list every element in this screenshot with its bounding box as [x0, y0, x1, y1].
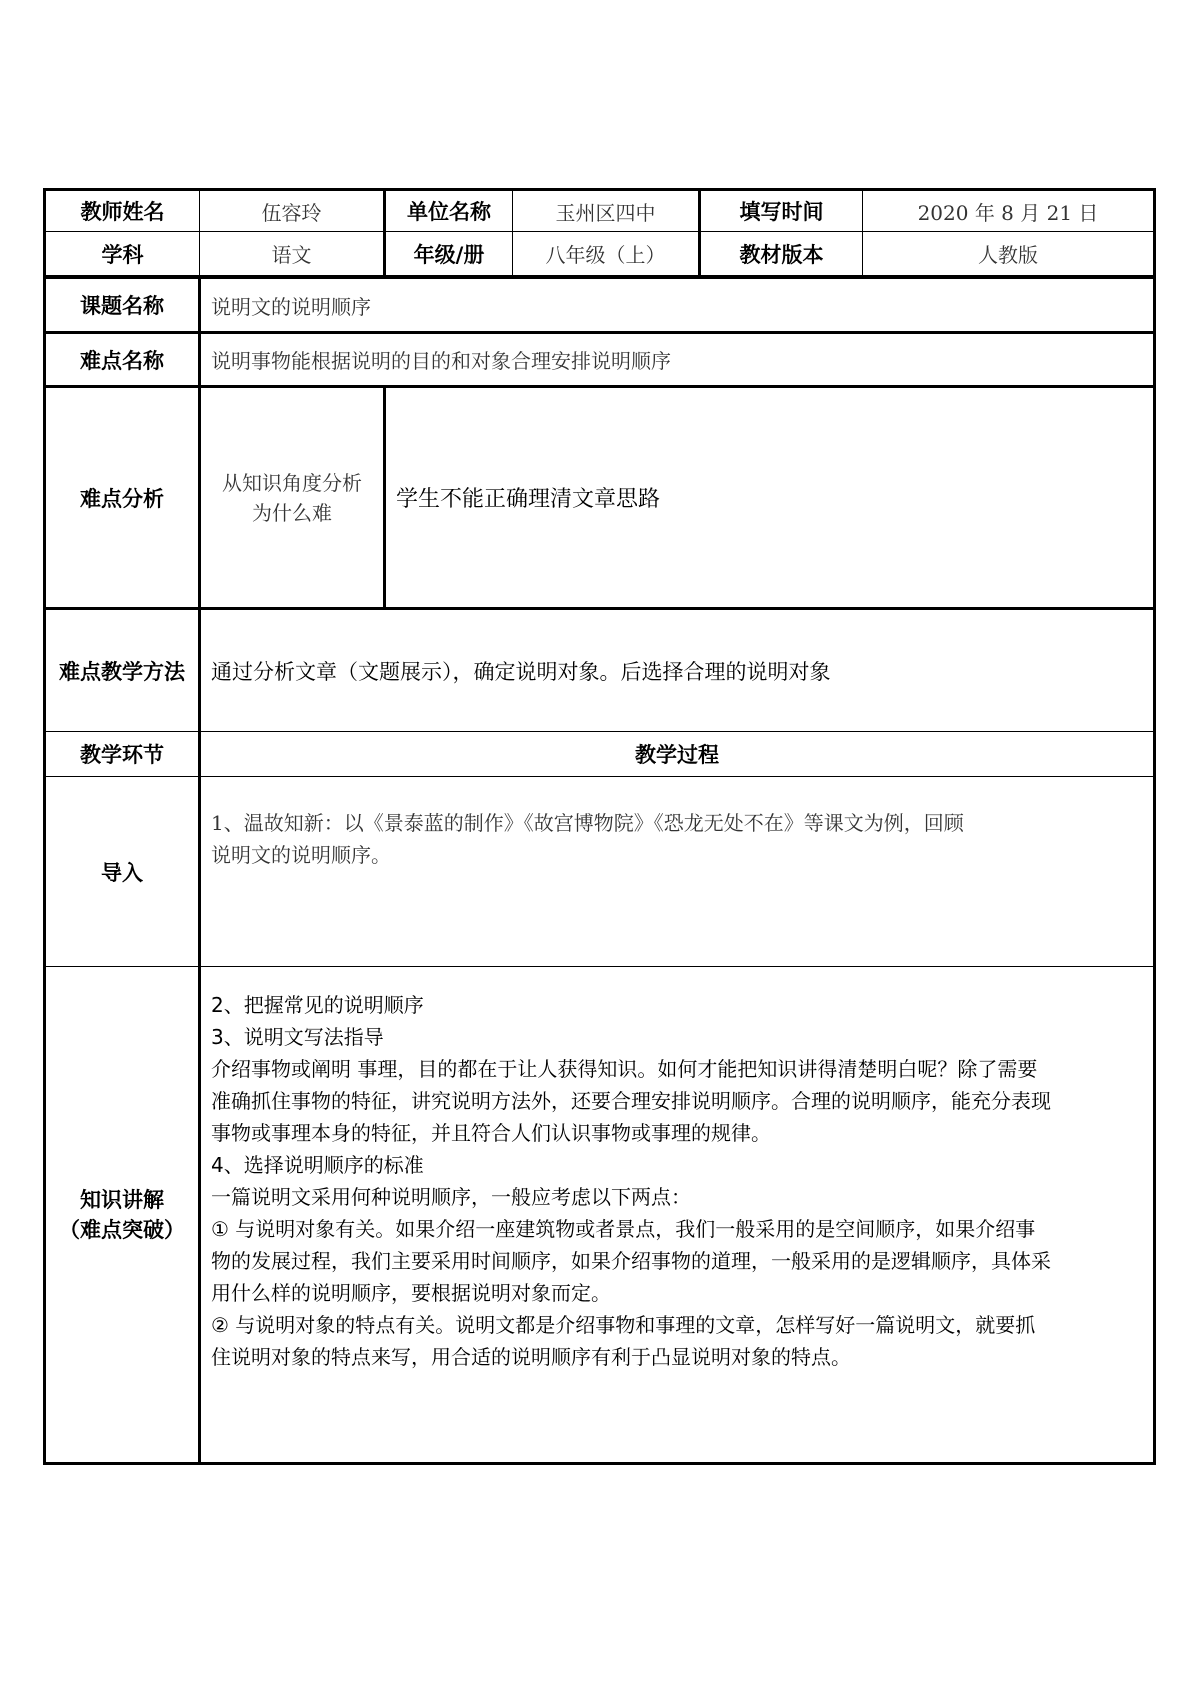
knowledge-line: 用什么样的说明顺序，要根据说明对象而定。 — [211, 1281, 611, 1305]
knowledge-line: 准确抓住事物的特征，讲究说明方法外，还要合理安排说明顺序。合理的说明顺序，能充分表现 — [211, 1089, 1051, 1113]
difficulty-value: 说明事物能根据说明的目的和对象合理安排说明顺序 — [200, 333, 1155, 387]
knowledge-line: 介绍事物或阐明 事理，目的都在于让人获得知识。如何才能把知识讲得清楚明白呢？除了需要 — [211, 1057, 1038, 1081]
topic-value: 说明文的说明顺序 — [200, 278, 1155, 333]
method-label: 难点教学方法 — [45, 609, 200, 732]
analysis-sublabel-line2: 为什么难 — [252, 500, 332, 525]
intro-content — [200, 777, 1155, 967]
body-table — [43, 276, 1156, 1465]
fill-time-value: 2020 年 8 月 21 日 — [863, 190, 1155, 232]
knowledge-line: 3、说明文写法指导 — [211, 1025, 384, 1049]
lesson-plan-form — [43, 188, 1153, 1465]
header-table — [43, 188, 1156, 276]
knowledge-line: ② 与说明对象的特点有关。说明文都是介绍事物和事理的文章，怎样写好一篇说明文，就要抓 — [211, 1313, 1036, 1337]
knowledge-line: 住说明对象的特点来写，用合适的说明顺序有利于凸显说明对象的特点。 — [211, 1345, 851, 1369]
difficulty-label: 难点名称 — [45, 333, 200, 387]
knowledge-line: 事物或事理本身的特征，并且符合人们认识事物或事理的规律。 — [211, 1121, 771, 1145]
intro-label: 导入 — [45, 777, 200, 967]
teacher-name-value: 伍容玲 — [200, 190, 385, 232]
unit-label: 单位名称 — [385, 190, 513, 232]
analysis-sublabel-line1: 从知识角度分析 — [222, 470, 362, 495]
topic-label: 课题名称 — [45, 278, 200, 333]
knowledge-label — [45, 967, 200, 1464]
intro-line1: 1、温故知新：以《景泰蓝的制作》《故宫博物院》《恐龙无处不在》等课文为例，回顾 — [211, 811, 964, 835]
knowledge-content — [200, 967, 1155, 1464]
process-step-label: 教学环节 — [45, 732, 200, 777]
grade-label: 年级/册 — [385, 232, 513, 276]
knowledge-label-line2: （难点突破） — [59, 1217, 185, 1242]
analysis-value: 学生不能正确理清文章思路 — [385, 387, 1155, 609]
subject-label: 学科 — [45, 232, 200, 276]
process-label: 教学过程 — [200, 732, 1155, 777]
knowledge-line: ① 与说明对象有关。如果介绍一座建筑物或者景点，我们一般采用的是空间顺序，如果介绍事 — [211, 1217, 1036, 1241]
knowledge-label-line1: 知识讲解 — [80, 1187, 164, 1212]
knowledge-line: 物的发展过程，我们主要采用时间顺序，如果介绍事物的道理，一般采用的是逻辑顺序，具体采 — [211, 1249, 1051, 1273]
fill-time-label: 填写时间 — [700, 190, 863, 232]
edition-label: 教材版本 — [700, 232, 863, 276]
intro-line2: 说明文的说明顺序。 — [211, 843, 391, 867]
edition-value: 人教版 — [863, 232, 1155, 276]
knowledge-line: 2、把握常见的说明顺序 — [211, 993, 424, 1017]
analysis-sublabel — [200, 387, 385, 609]
method-value: 通过分析文章（文题展示），确定说明对象。后选择合理的说明对象 — [200, 609, 1155, 732]
knowledge-line: 一篇说明文采用何种说明顺序，一般应考虑以下两点： — [211, 1185, 691, 1209]
grade-value: 八年级（上） — [513, 232, 700, 276]
unit-value: 玉州区四中 — [513, 190, 700, 232]
teacher-name-label: 教师姓名 — [45, 190, 200, 232]
analysis-label: 难点分析 — [45, 387, 200, 609]
subject-value: 语文 — [200, 232, 385, 276]
knowledge-line: 4、选择说明顺序的标准 — [211, 1153, 424, 1177]
